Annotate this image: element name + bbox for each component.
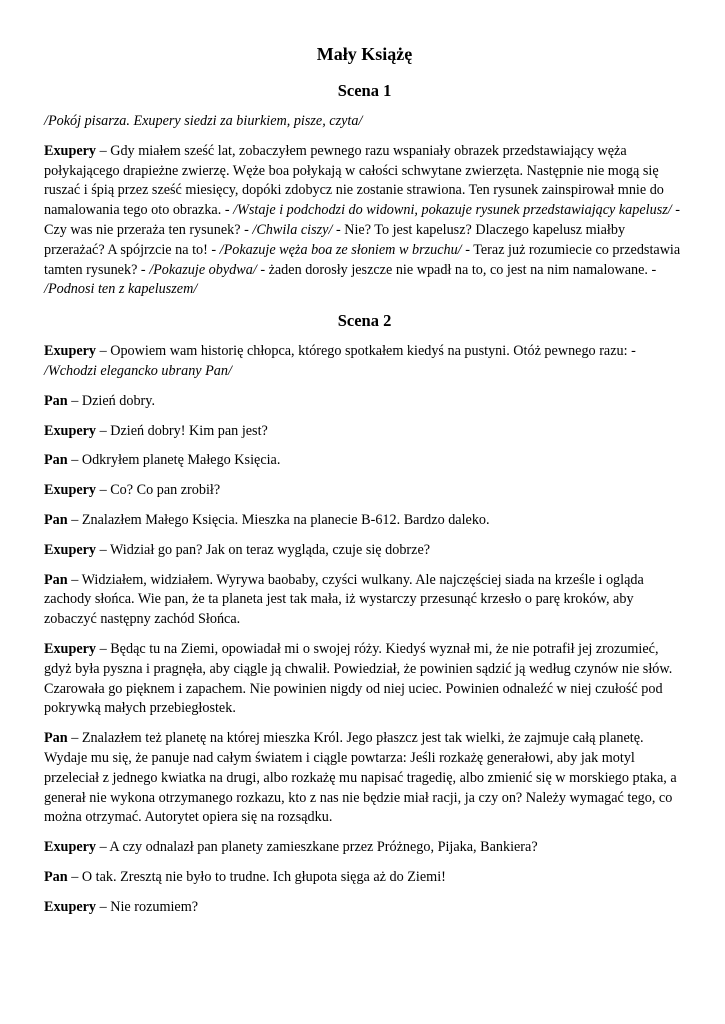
stage-direction: /Pokazuje węża boa ze słoniem w brzuchu/	[219, 241, 462, 258]
dialogue-text: - żaden dorosły jeszcze nie wpadł na to, co jest na nim namalowane. -	[256, 261, 657, 278]
scene-1-heading: Scena 1	[337, 81, 392, 100]
dialogue-line	[44, 868, 685, 888]
dialogue-line	[44, 422, 685, 442]
stage-direction: /Podnosi ten z kapeluszem/	[44, 281, 198, 298]
speaker-name: Exupery	[44, 142, 97, 159]
speaker-name: Exupery	[44, 343, 97, 360]
dialogue-text: – Gdy miałem sześć lat, zobaczyłem pewnego razu wspaniały obrazek przedstawiający węża połykającego drapieżne zwierzę. Węże boa połykają w całości schwytane zwierzęta. Następnie nie mogą się ruszać i śpią przez sześć miesięcy, dopóki zdobycz nie zostanie strawiona. Ten rysunek zainspirował mnie do namalowania tego oto obrazka. -	[44, 142, 664, 219]
dialogue-text: – Widziałem, widziałem. Wyrywa baobaby, czyści wulkany. Ale najczęściej siada na krześle i ogląda zachody słońca. Wie pan, że ta planeta jest tak mała, iż wystarczy przesunąć krzesło o parę kroków, aby zobaczyć następny zachód Słońca.	[44, 571, 644, 628]
scene-2-dialogue	[44, 342, 685, 917]
dialogue-text: - Nie? To jest kapelusz? Dlaczego kapelusz miałby przerażać? A spójrzcie na to! -	[44, 221, 626, 258]
dialogue-text: - Czy was nie przeraża ten rysunek? -	[44, 202, 680, 238]
stage-direction: /Chwila ciszy/	[252, 221, 333, 238]
dialogue-text: – O tak. Zresztą nie było to trudne. Ich głupota sięga aż do Ziemi!	[67, 868, 446, 885]
dialogue-line	[44, 571, 685, 630]
dialogue-line	[44, 342, 685, 382]
dialogue-line	[44, 838, 685, 858]
dialogue-line	[44, 511, 685, 531]
dialogue-line	[44, 541, 685, 561]
dialogue-text: – Dzień dobry! Kim pan jest?	[96, 422, 268, 439]
dialogue-text: – Co? Co pan zrobił?	[96, 482, 221, 499]
dialogue-line	[44, 392, 685, 412]
dialogue-text: – A czy odnalazł pan planety zamieszkane przez Próżnego, Pijaka, Bankiera?	[96, 839, 538, 856]
speaker-name: Pan	[44, 730, 68, 747]
dialogue-line	[44, 898, 685, 918]
dialogue-text: – Znalazłem Małego Księcia. Mieszka na planecie B-612. Bardzo daleko.	[67, 511, 490, 528]
document-title: Mały Książę	[316, 44, 413, 64]
stage-direction: /Pokazuje obydwa/	[149, 261, 257, 278]
speaker-name: Pan	[44, 452, 68, 469]
speaker-name: Exupery	[44, 541, 97, 558]
dialogue-text: – Nie rozumiem?	[96, 898, 199, 915]
dialogue-text: - Teraz już rozumiecie co przedstawia tamten rysunek? -	[44, 241, 681, 278]
stage-direction: /Pokój pisarza. Exupery siedzi za biurkiem, pisze, czyta/	[44, 113, 363, 129]
scene-1-dialogue	[44, 142, 685, 300]
speaker-name: Exupery	[44, 422, 97, 439]
dialogue-text: – Odkryłem planetę Małego Księcia.	[67, 452, 281, 469]
dialogue-line	[44, 729, 685, 828]
dialogue-text: – Dzień dobry.	[67, 392, 155, 409]
speaker-name: Pan	[44, 392, 68, 409]
speaker-name: Exupery	[44, 640, 97, 657]
dialogue-text: – Opowiem wam historię chłopca, którego spotkałem kiedyś na pustyni. Otóż pewnego razu: -	[96, 343, 636, 360]
speaker-name: Pan	[44, 571, 68, 588]
scene-1	[44, 80, 685, 300]
speaker-name: Pan	[44, 868, 68, 885]
dialogue-line	[44, 142, 685, 300]
dialogue-text: – Znalazłem też planetę na której mieszka Król. Jego płaszcz jest tak wielki, że zajmuje całą planetę. Wydaje mu się, że panuje nad całym światem i ciągle powtarza: Jeśli rozkażę generałowi, aby jak motyl przeleciał z jednego kwiatka na drugi, albo rozkażę mu napisać tragedię, albo zmienić się w morskiego ptaka, a generał nie wykona otrzymanego rozkazu, kto z nas nie będzie miał racji, ja czy on? Należy wymagać tego, co można otrzymać. Autorytet opiera się na rozsądku.	[44, 730, 677, 826]
scene-2	[44, 310, 685, 917]
dialogue-line	[44, 481, 685, 501]
dialogue-line	[44, 640, 685, 719]
stage-direction: /Wchodzi elegancko ubrany Pan/	[44, 362, 232, 379]
speaker-name: Exupery	[44, 839, 97, 856]
speaker-name: Exupery	[44, 482, 97, 499]
speaker-name: Pan	[44, 511, 68, 528]
speaker-name: Exupery	[44, 898, 97, 915]
stage-direction: /Wstaje i podchodzi do widowni, pokazuje rysunek przedstawiający kapelusz/	[233, 202, 672, 219]
dialogue-text: – Widział go pan? Jak on teraz wygląda, czuje się dobrze?	[96, 541, 431, 558]
dialogue-line	[44, 451, 685, 471]
scene-2-heading: Scena 2	[337, 311, 392, 331]
dialogue-text: – Będąc tu na Ziemi, opowiadał mi o swojej róży. Kiedyś wyznał mi, że nie potrafił jej zrozumieć, gdyż była pyszna i pragnęła, aby ciągle ją chwalił. Powiedział, że powinien sądzić ją według czynów nie słów. Czarowała go pięknem i zapachem. Nie powinien nigdy od niej uciec. Powinien odnaleźć w niej czułość pod pokrywką małych przebiegłostek.	[44, 640, 673, 717]
